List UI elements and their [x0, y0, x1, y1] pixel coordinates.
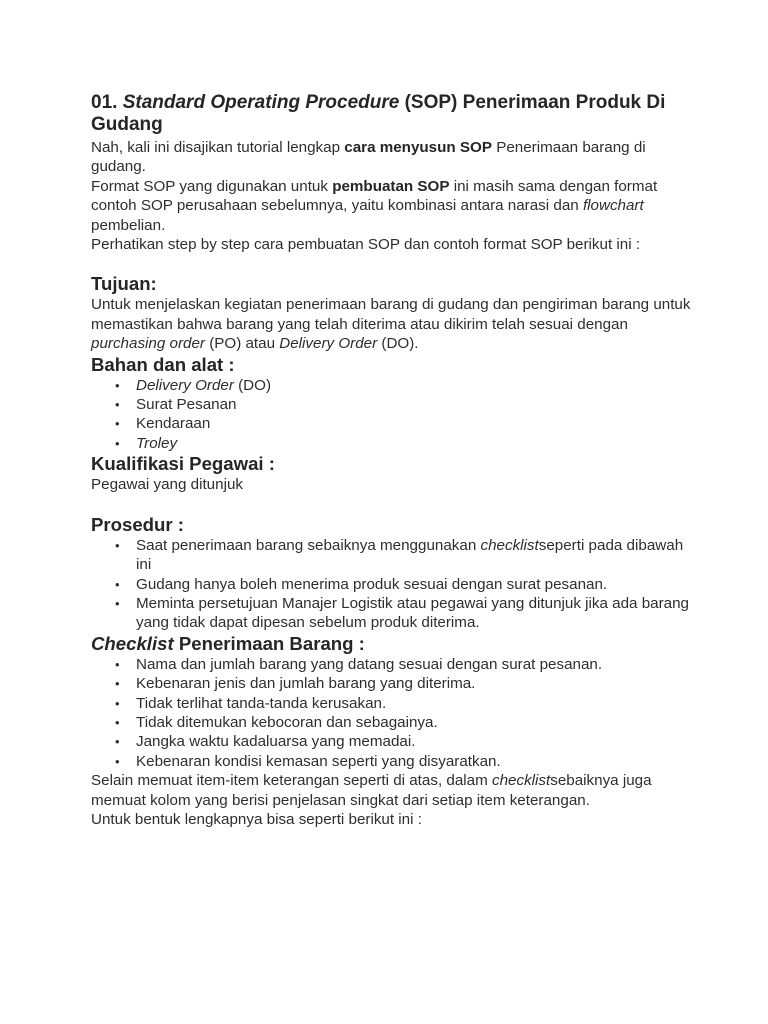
- list-item: • Nama dan jumlah barang yang datang sesuai dengan surat pesanan.: [91, 655, 691, 674]
- checklist-heading: [91, 633, 691, 655]
- intro-bold-text: pembuatan SOP: [332, 177, 450, 195]
- kualifikasi-text: Pegawai yang ditunjuk: [91, 476, 243, 494]
- checklist-heading-rest: Penerimaan Barang :: [173, 632, 365, 654]
- tujuan-text-part: (DO).: [377, 335, 419, 353]
- list-item: [91, 414, 691, 433]
- tujuan-italic-text: purchasing order: [91, 335, 205, 353]
- list-item: [91, 594, 691, 633]
- list-item: [91, 575, 691, 594]
- checklist-heading-italic: Checklist: [91, 632, 174, 654]
- intro-paragraph-3: Perhatikan step by step cara pembuatan SOP dan contoh format SOP berikut ini :: [91, 236, 641, 254]
- title-italic: Standard Operating Procedure: [122, 92, 400, 113]
- bahan-heading: Bahan dan alat :: [91, 353, 235, 375]
- item-italic: Troley: [136, 434, 178, 452]
- closing-text: sebaiknya juga memuat kolom yang berisi penjelasan singkat dari setiap item keterangan.: [91, 772, 652, 809]
- list-item: • Tidak ditemukan kebocoran dan sebagainya.: [91, 713, 691, 732]
- closing-text: Selain memuat item-item keterangan seperti di atas, dalam: [91, 772, 492, 790]
- tujuan-text-part: (PO) atau: [204, 335, 280, 353]
- list-item: [91, 395, 691, 414]
- title-rest: (SOP) Penerimaan Produk Di Gudang: [91, 92, 666, 135]
- item-text: Surat Pesanan: [136, 396, 237, 414]
- document-title: [91, 92, 691, 136]
- prosedur-list: [91, 536, 691, 633]
- intro-text: Format SOP yang digunakan untuk: [91, 177, 333, 195]
- list-item: [91, 434, 691, 453]
- list-item: [91, 536, 691, 575]
- list-item: • Jangka waktu kadaluarsa yang memadai.: [91, 732, 691, 751]
- item-text: (DO): [233, 376, 272, 394]
- intro-italic-text: flowchart: [582, 197, 644, 215]
- prosedur-heading: Prosedur :: [91, 513, 184, 535]
- closing-italic: checklist: [491, 772, 551, 790]
- item-text: Kendaraan: [136, 415, 211, 433]
- intro-paragraph-1: [91, 138, 691, 177]
- item-italic: checklist: [480, 536, 539, 554]
- bahan-list: [91, 376, 691, 454]
- kualifikasi-heading: Kualifikasi Pegawai :: [91, 453, 275, 475]
- item-text: Saat penerimaan barang sebaiknya menggunakan: [136, 536, 481, 554]
- document-body: [91, 92, 691, 829]
- list-item: • Kebenaran jenis dan jumlah barang yang diterima.: [91, 674, 691, 693]
- tujuan-text-part: Untuk menjelaskan kegiatan penerimaan barang di gudang dan pengiriman barang untuk memastikan bahwa barang yang telah diterima atau dikirim telah sesuai dengan: [91, 296, 691, 333]
- closing-paragraph: [91, 771, 691, 810]
- intro-text: ini masih sama dengan format contoh SOP perusahaan sebelumnya, yaitu kombinasi antara narasi dan: [91, 177, 658, 215]
- spacer: [91, 495, 691, 514]
- list-item: • Kebenaran kondisi kemasan seperti yang disyaratkan.: [91, 752, 691, 771]
- tujuan-italic-text: Delivery Order: [279, 335, 378, 353]
- list-item: [91, 376, 691, 395]
- intro-text: Penerimaan barang di gudang.: [91, 139, 646, 176]
- tujuan-heading: Tujuan:: [91, 273, 157, 295]
- item-text: Gudang hanya boleh menerima produk sesuai dengan surat pesanan.: [136, 575, 608, 593]
- item-italic: Delivery Order: [136, 376, 234, 394]
- intro-bold-text: cara menyusun SOP: [344, 139, 492, 156]
- item-text: Meminta persetujuan Manajer Logistik atau pegawai yang ditunjuk jika ada barang yang tidak dapat dipesan sebelum produk diterima.: [136, 594, 690, 632]
- intro-text: Nah, kali ini disajikan tutorial lengkap: [91, 139, 345, 156]
- checklist-list: [91, 655, 691, 771]
- item-text: seperti pada dibawah ini: [136, 536, 684, 574]
- closing-last-line: Untuk bentuk lengkapnya bisa seperti berikut ini :: [91, 810, 422, 828]
- intro-text: pembelian.: [91, 216, 166, 234]
- title-number: 01.: [91, 92, 123, 113]
- spacer: [91, 254, 691, 273]
- intro-paragraph-2: [91, 177, 691, 235]
- tujuan-text: [91, 295, 691, 353]
- list-item: • Tidak terlihat tanda-tanda kerusakan.: [91, 694, 691, 713]
